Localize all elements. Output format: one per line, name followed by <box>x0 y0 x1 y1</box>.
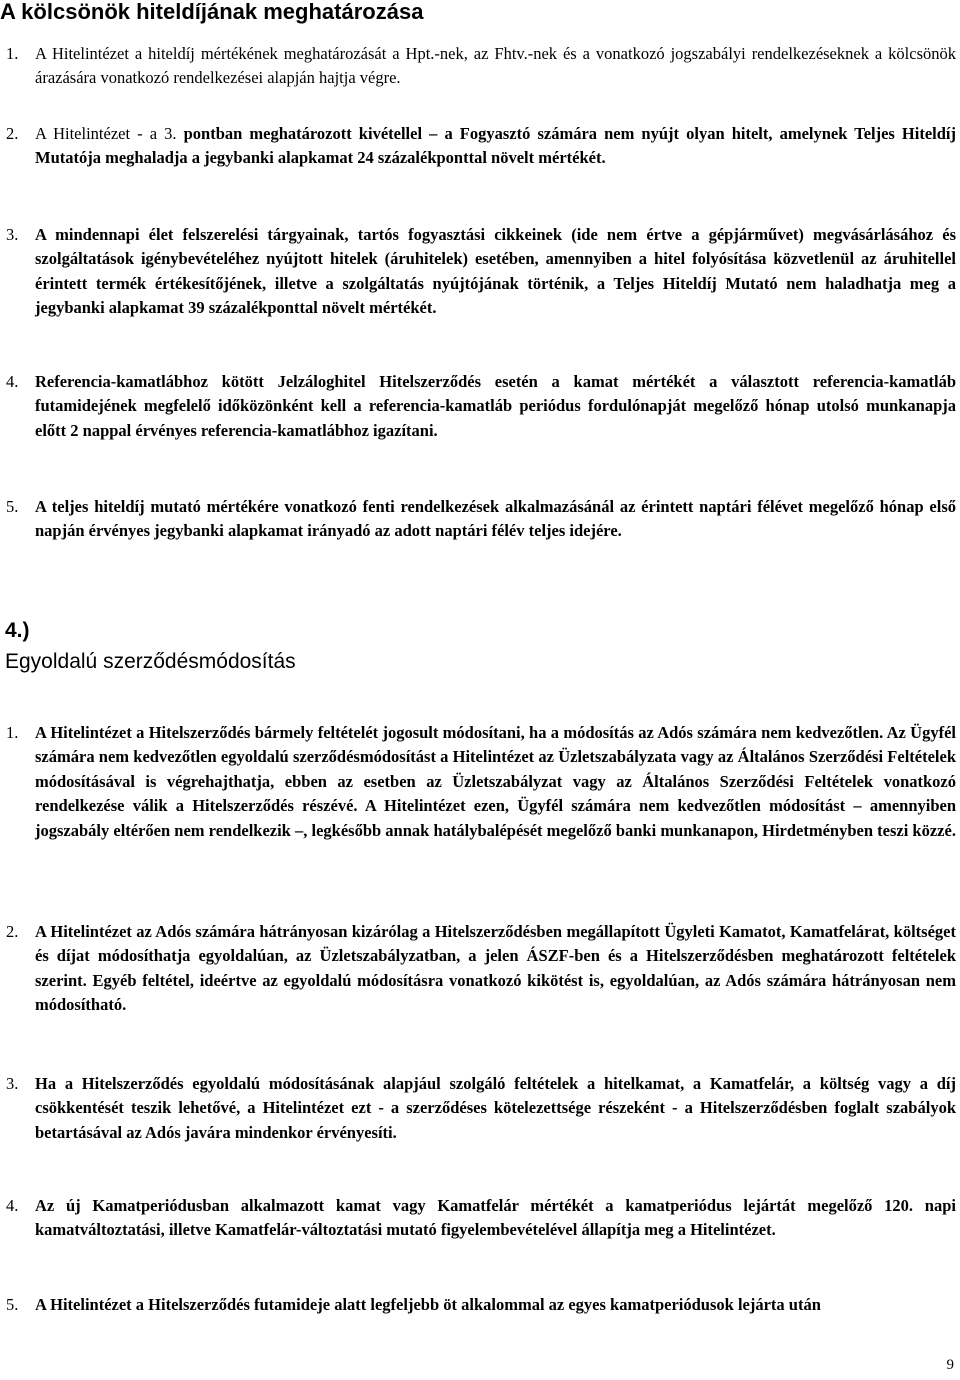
section2-item-1 <box>6 721 956 843</box>
item-text: A Hitelintézet a hiteldíj mértékének meghatározását a Hpt.-nek, az Fhtv.-nek és a vonatkozó jogszabályi rendelkezéseknek a kölcsönök árazására vonatkozó rendelkezései alapján hajtja végre. <box>35 44 956 88</box>
section1-item-1 <box>6 42 956 91</box>
item-number: 1. <box>6 44 19 63</box>
item-text: Ha a Hitelszerződés egyoldalú módosításának alapjául szolgáló feltételek a hitelkamat, a Kamatfelár, a költség vagy a díj csökkentését teszik lehetővé, a Hitelintézet ezt - a szerződéses kötelezettsége részeként - a Hitelszerződésben foglalt szabályok betartásával az Adós javára mindenkor érvényesíti. <box>35 1074 956 1142</box>
section-title: Egyoldalú szerződésmódosítás <box>5 650 296 673</box>
item-body-text: pontban meghatározott kivétellel – a Fogyasztó számára nem nyújt olyan hitelt, amelynek Teljes Hiteldíj Mutatója meghaladja a jegybanki alapkamat 24 százalékponttal növelt mértékét. <box>35 124 957 168</box>
section1-item-2 <box>6 122 956 171</box>
item-text: A teljes hiteldíj mutató mértékére vonatkozó fenti rendelkezések alkalmazásánál az érintett naptári félévet megelőző hónap első napján érvényes jegybanki alapkamat irányadó az adott naptári félév teljes idejére. <box>35 497 956 541</box>
section2-item-3 <box>6 1072 956 1145</box>
item-number: 5. <box>6 1295 19 1314</box>
item-text: Referencia-kamatlábhoz kötött Jelzáloghitel Hitelszerződés esetén a kamat mértékét a választott referencia-kamatláb futamidejének megfelelő időközönként kell a referencia-kamatláb periódus fordulónapját megelőző hónap utolsó munkanapja előtt 2 nappal érvényes referencia-kamatlábhoz igazítani. <box>35 372 956 440</box>
item-number: 3. <box>6 225 19 244</box>
section2-item-4 <box>6 1194 956 1243</box>
item-text: Az új Kamatperiódusban alkalmazott kamat vagy Kamatfelár mértékét a kamatperiódus lejártát megelőző 120. napi kamatváltoztatási, illetve Kamatfelár-változtatási mutató figyelembevételével állapítja meg a Hitelintézet. <box>35 1196 956 1240</box>
item-text: A mindennapi élet felszerelési tárgyainak, tartós fogyasztási cikkeinek (ide nem értve a gépjárművet) megvásárlásához és szolgáltatások igénybevételéhez nyújtott hitelek (áruhitelek) esetében, amennyiben a hitel folyósítása közvetlenül az áruhitellel érintett termék értékesítőjének, illetve a szolgáltatás nyújtójának történik, a Teljes Hiteldíj Mutató nem haladhatja meg a jegybanki alapkamat 39 százalékponttal növelt mértékét. <box>35 225 956 318</box>
item-text <box>35 122 956 171</box>
section-number: 4.) <box>5 619 30 642</box>
item-number: 2. <box>6 922 19 941</box>
section1-item-3 <box>6 223 956 321</box>
item-number: 1. <box>6 723 19 742</box>
section1-item-4 <box>6 370 956 443</box>
page-heading: A kölcsönök hiteldíjának meghatározása <box>0 0 424 24</box>
item-number: 5. <box>6 497 19 516</box>
page-number: 9 <box>946 1357 954 1373</box>
section1-item-5 <box>6 495 956 544</box>
section2-item-5 <box>6 1293 956 1317</box>
item-number: 3. <box>6 1074 19 1093</box>
item-text: A Hitelintézet a Hitelszerződés futamideje alatt legfeljebb öt alkalommal az egyes kamatperiódusok lejárta után <box>35 1295 821 1314</box>
item-lead-text: A Hitelintézet - a 3. <box>35 124 184 143</box>
item-number: 4. <box>6 372 19 391</box>
section2-item-2 <box>6 920 956 1018</box>
item-number: 4. <box>6 1196 19 1215</box>
item-text: A Hitelintézet az Adós számára hátrányosan kizárólag a Hitelszerződésben megállapított Ügyleti Kamatot, Kamatfelárat, költséget és díjat módosíthatja egyoldalúan, az Üzletszabályzatban, a jelen ÁSZF-ben és a Hitelszerződésben meghatározott feltételek szerint. Egyéb feltétel, ideértve az egyoldalú módosításra vonatkozó kikötést is, egyoldalúan, az Adós számára hátrányosan nem módosítható. <box>35 922 956 1015</box>
item-text: A Hitelintézet a Hitelszerződés bármely feltételét jogosult módosítani, ha a módosítás az Adós számára nem kedvezőtlen. Az Ügyfél számára nem kedvezőtlen egyoldalú szerződésmódosítást a Hitelintézet az Üzletszabályzata vagy az Általános Szerződési Feltételek módosításával is végrehajthatja, ebben az esetben az Üzletszabályzat vagy az Általános Szerződési Feltételek vonatkozó rendelkezése válik a Hitelszerződés részévé. A Hitelintézet ezen, Ügyfél számára nem kedvezőtlen módosítást – amennyiben jogszabály eltérően nem rendelkezik –, legkésőbb annak hatálybalépését megelőző banki munkanapon, Hirdetményben teszi közzé. <box>35 723 956 840</box>
item-number: 2. <box>6 124 19 143</box>
